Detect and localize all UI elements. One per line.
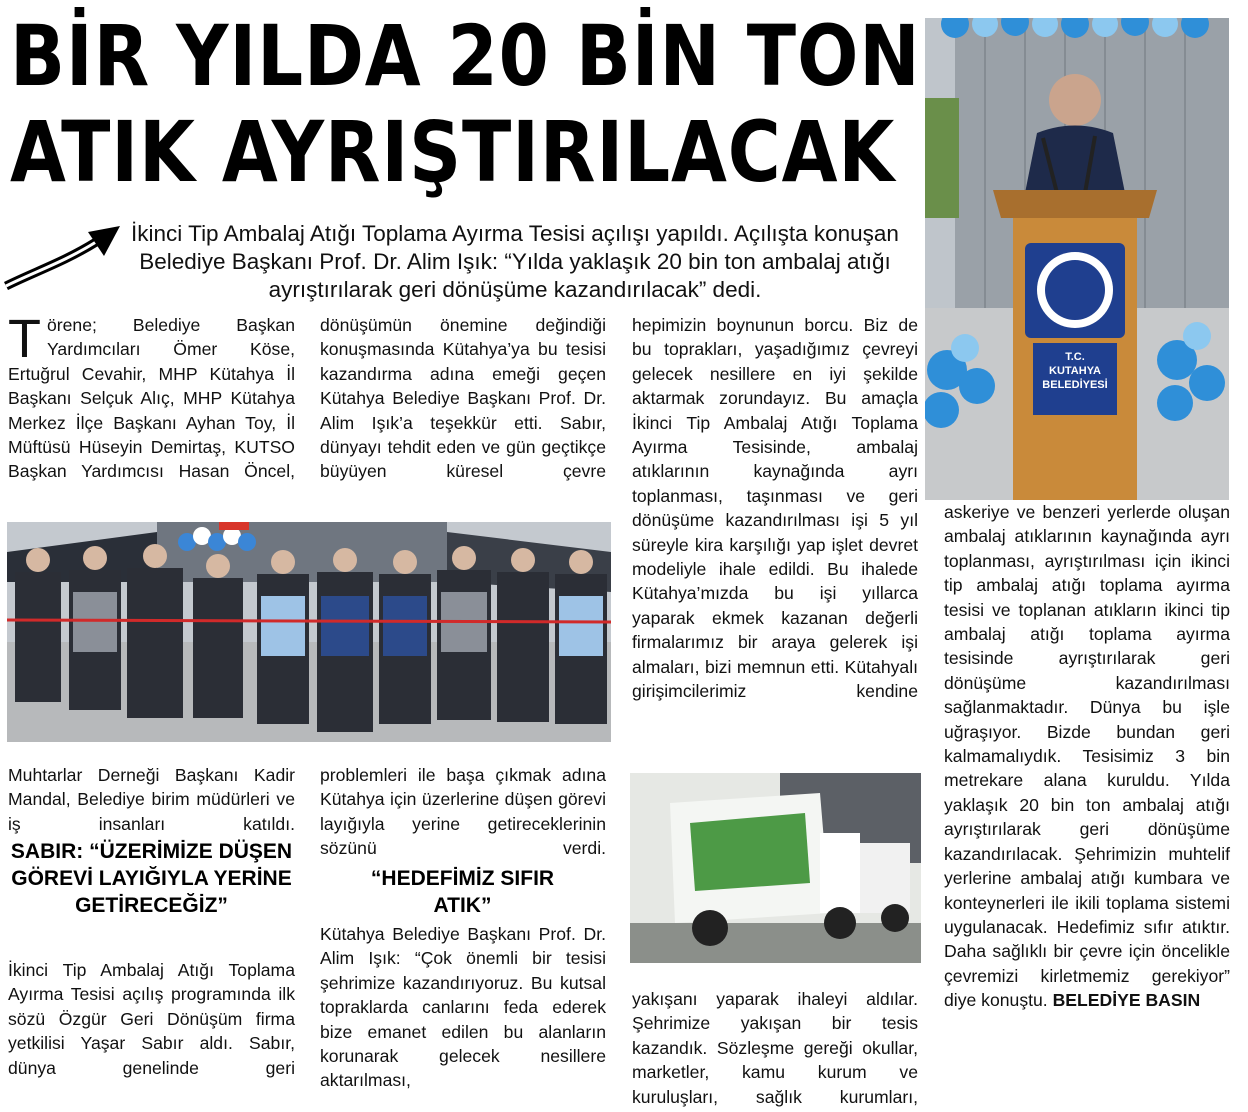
headline-line-2: ATIK AYRIŞTIRILACAK: [10, 103, 896, 201]
column-2-body: Kütahya Belediye Başkanı Prof. Dr. Alim Işık: “Çok önemli bir tesisi şehrimize kazandırıyoruz. Bu kutsal topraklarda canlarını feda ederek bize emanet edilen bu alanların korunarak gelecek nesillere aktarılması,: [320, 924, 606, 1091]
column-4: [944, 500, 1230, 1013]
mayor-podium-photo: [925, 18, 1229, 500]
column-4-text: askeriye ve benzeri yerlerde oluşan ambalaj atıklarının kaynağında ayrı toplanması, ayrıştırılması için ikinci tip ambalaj atığı toplama ayırma tesisi ve toplanan atıkların ikinci tip ambalaj atığı toplama ayırma tesisinde ayrıştırılarak geri dönüşüme kazandırılması sağlanmaktadır. Dünya bu işle uğraşıyor. Bizde bundan geri kalmamalıydık. Tesisimiz 3 bin metrekare alana kuruldu. Yılda yaklaşık 20 bin ton ambalaj atığı ayrıştırılarak geri dönüşüme kazandırılacak. Şehrimizin muhtelif yerlerine ambalaj atığı kumbara ve konteynerleri ile ikili toplama sistemi uygulanacak. Hedefimiz sıfır atıktır. Daha sağlıklı bir çevre için öncelikle çevremizi kirletmemiz gerekiyor” diye konuştu.: [944, 502, 1230, 1011]
garbage-truck-photo: [630, 773, 921, 963]
column-3-top: hepimizin boynunun borcu. Biz de bu toprakları, yaşadığımız çevreyi gelecek nesillere en iyi şekilde aktarmak zorundayız. Bu amaçla İkinci Tip Ambalaj Atığı Toplama Ayırma Tesisinde, ambalaj atıklarının kaynağında ayrı toplanması, taşınması ve geri dönüşüme kazandırılması işi 5 yıl süreyle kira karşılığı yap işlet devret modeliyle ihale edildi. Bu ihalede Kütahya’mızda bu işi yıllarca yaparak ekmek kazanan değerli firmalarımız bir araya gelerek işi almaları, bizi memnun etti. Kütahyalı girişimcilerimiz kendine: [632, 315, 918, 702]
podium-sign-line-2: KUTAHYA: [1049, 365, 1101, 377]
column-3-bottom: yakışanı yaparak ihaleyi aldılar. Şehrimize yakışan bir tesis kazandık. Sözleşme gereği okullar, marketler, kamu kurum ve kuruluşları, sağlık kurumları,: [632, 989, 918, 1107]
ribbon-cutting-illustration: [7, 522, 611, 742]
column-2-top: dönüşümün önemine değindiği konuşmasında Kütahya’ya bu tesisi kazandırma adına emeği geçen Kütahya Belediye Başkanı Prof. Dr. Alim Işık’a teşekkür etti. Sabır, dünyayı tehdit eden ve gün geçtikçe büyüyen küresel çevre: [320, 315, 606, 482]
column-1-bottom: Muhtarlar Derneği Başkanı Kadir Mandal, Belediye birim müdürleri ve iş insanları katıldı.: [8, 765, 295, 834]
drop-cap: T: [8, 309, 41, 369]
subheading-hedefimiz: “HEDEFİMİZ SIFIR ATIK”: [370, 867, 555, 917]
column-1-top: [8, 309, 295, 484]
lead-paragraph: İkinci Tip Ambalaj Atığı Toplama Ayırma Tesisi açılışı yapıldı. Açılışta konuşan Belediye Başkanı Prof. Dr. Alim Işık: “Yılda yaklaşık 20 bin ton ambalaj atığı ayrıştırılarak geri dönüşüme kazandırılacak” dedi.: [131, 221, 899, 302]
column-1-top-text: örene; Belediye Başkan Yardımcıları Ömer Köse, Ertuğrul Cevahir, MHP Kütahya İl Başkanı Selçuk Alıç, MHP Kütahya Merkez İlçe Başkanı Ayhan Toy, İl Müftüsü Hüseyin Demirtaş, KUTSO Başkan Yardımcısı Hasan Öncel,: [8, 315, 295, 482]
ribbon-cutting-photo: [7, 522, 611, 742]
podium-sign-line-3: BELEDİYESİ: [1042, 379, 1108, 391]
podium-sign: [1033, 350, 1117, 392]
headline-line-1: BİR YILDA 20 BİN TON: [10, 7, 921, 105]
subheading-sabir: SABIR: “ÜZERİMİZE DÜŞEN GÖREVİ LAYIĞIYLA YERİNE GETİRECEĞİZ”: [10, 840, 293, 917]
truck-illustration: [630, 773, 921, 963]
headline: [10, 7, 921, 201]
column-2-bottom: problemleri ile başa çıkmak adına Kütahya için üzerlerine düşen görevi layığıyla yerine getireceklerinin sözünü verdi.: [320, 765, 606, 859]
podium-illustration: [925, 18, 1229, 500]
column-1-body: İkinci Tip Ambalaj Atığı Toplama Ayırma Tesisi açılış programında ilk sözü Özgür Geri Dönüşüm firma yetkilisi Yaşar Sabır aldı. Sabır, dünya genelinde geri: [8, 960, 295, 1078]
podium-sign-line-1: T.C.: [1065, 351, 1085, 363]
byline: BELEDİYE BASIN: [1052, 990, 1201, 1011]
